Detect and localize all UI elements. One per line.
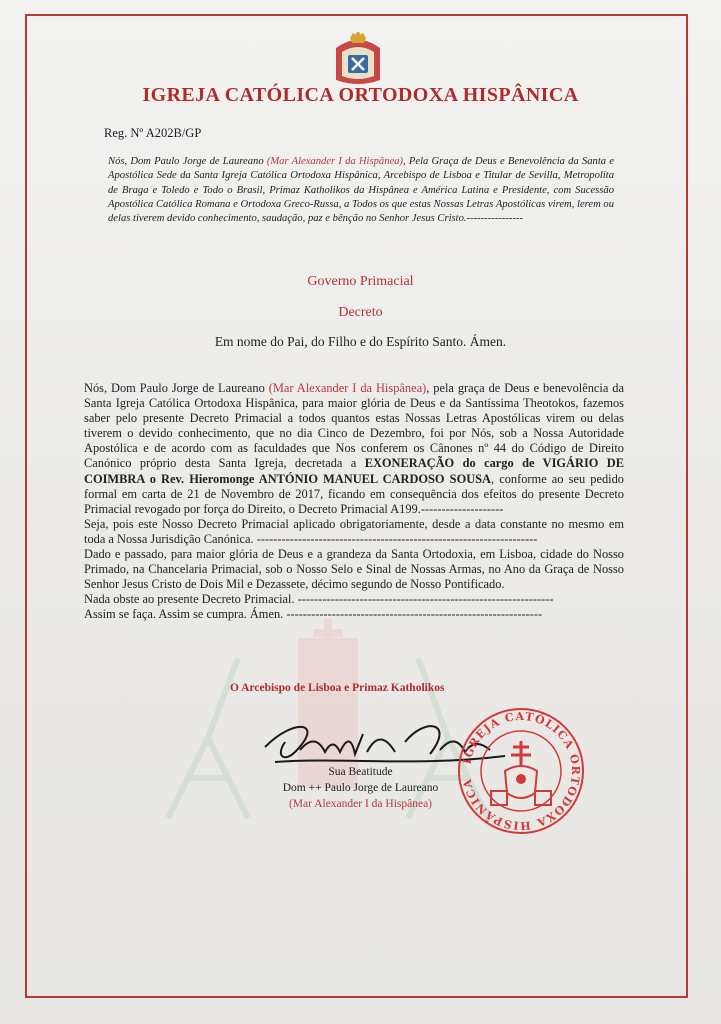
signature-line-3: (Mar Alexander I da Hispânea) — [288, 798, 433, 810]
document-title: IGREJA CATÓLICA ORTODOXA HISPÂNICA — [142, 84, 579, 106]
seal-text: IGREJA CATÓLICA ORTODOXA HISPÂNICA — [460, 709, 583, 833]
decree-paragraph-2: Seja, pois este Nosso Decreto Primacial aplicado obrigatoriamente, desde a data constante no mesmo em toda a Nossa Jurisdição Canónica. -------------------------------------------------------------------- — [84, 516, 624, 546]
decreto-heading: Decreto — [338, 305, 383, 320]
body-text-1b: , pela graça de Deus e benevolência da Santa Igreja Católica Ortodoxa Hispânica, para maior glória de Deus e da Santíssima Theotokos, fazemos saber pelo presente Decreto Primacial a todos quantos estas Nossas Letras Apostólicas virem ou delas tiverem o devido conhecimento, que no dia Cinco de Dezembro, foi por Nós, sob a Nossa Autoridade Apostólica e de acordo com as faculdades que Nos conferem os Cânones nº 44 do Código de Direito Canónico próprio desta Santa Igreja, decretada a — [84, 381, 624, 471]
decree-paragraph-4: Nada obste ao presente Decreto Primacial. -------------------------------------------------------------- — [84, 592, 554, 607]
governo-heading: Governo Primacial — [307, 274, 414, 289]
body-text-1c: , conforme ao seu pedido formal em carta de 21 de Novembro de 2017, ficando em consequência dos efeitos do presente Decreto Primacial revogado por força do Direito, o Decreto Primacial A199.-------------------- — [84, 471, 624, 516]
body-bold-exoneration: EXONERAÇÃO do cargo de VIGÁRIO DE COIMBRA o Rev. Hieromonge ANTÓNIO MANUEL CARDOSO SOUSA — [84, 456, 625, 486]
decree-paragraph-5: Assim se faça. Assim se cumpra. Ámen. -------------------------------------------------------------- — [84, 607, 543, 622]
body-text-1a: Nós, Dom Paulo Jorge de Laureano — [84, 381, 269, 395]
decree-body — [84, 381, 624, 623]
intro-paragraph — [108, 155, 614, 226]
intro-text-1: Nós, Dom Paulo Jorge de Laureano — [108, 156, 267, 167]
intro-text-2: , Pela Graça de Deus e Benevolência da Santa e Apostólica Sede da Santa Igreja Católica Ortodoxa Hispânica, Arcebispo de Lisboa e Titular de Sevilla, Metropolita de Braga e Toledo e Todo o Brasil, Primaz Katholikos da Hispânea e América Latina e Presidente, com Sucessão Apostólica Católica Romana e Ortodoxa Greco-Russa, a Todos os que estas Nossas Letras Apostólicas virem, lerem ou delas tiverem devido conhecimento, saudação, paz e bênção no Senhor Jesus Cristo.---------------- — [108, 156, 615, 225]
decree-paragraph-3: Dado e passado, para maior glória de Deus e a grandeza da Santa Ortodoxia, em Lisboa, cidade do Nosso Primado, na Chancelaria Primacial, sob o Nosso Selo e Sinal de Nossas Armas, no Ano da Graça de Nosso Senhor Jesus Cristo de Dois Mil e Dezassete, décimo segundo de Nosso Pontificado. — [84, 547, 624, 592]
coat-of-arms-icon — [328, 30, 388, 86]
decree-paragraph-1 — [84, 381, 624, 517]
intro-title-red: (Mar Alexander I da Hispânea) — [266, 156, 404, 167]
svg-text:IGREJA CATÓLICA ORTODOXA HISPÂ — [460, 710, 582, 832]
invocation-line: Em nome do Pai, do Filho e do Espírito Santo. Ámen. — [214, 334, 507, 349]
signature-line-1: Sua Beatitude — [328, 766, 393, 778]
registration-number: Reg. Nº A202B/GP — [104, 126, 202, 140]
body-title-red: (Mar Alexander I da Hispânea) — [268, 381, 427, 395]
church-seal-stamp-icon — [455, 705, 587, 837]
signatory-office: O Arcebispo de Lisboa e Primaz Katholikos — [230, 682, 445, 694]
signature-line-2: Dom ++ Paulo Jorge de Laureano — [282, 782, 439, 794]
